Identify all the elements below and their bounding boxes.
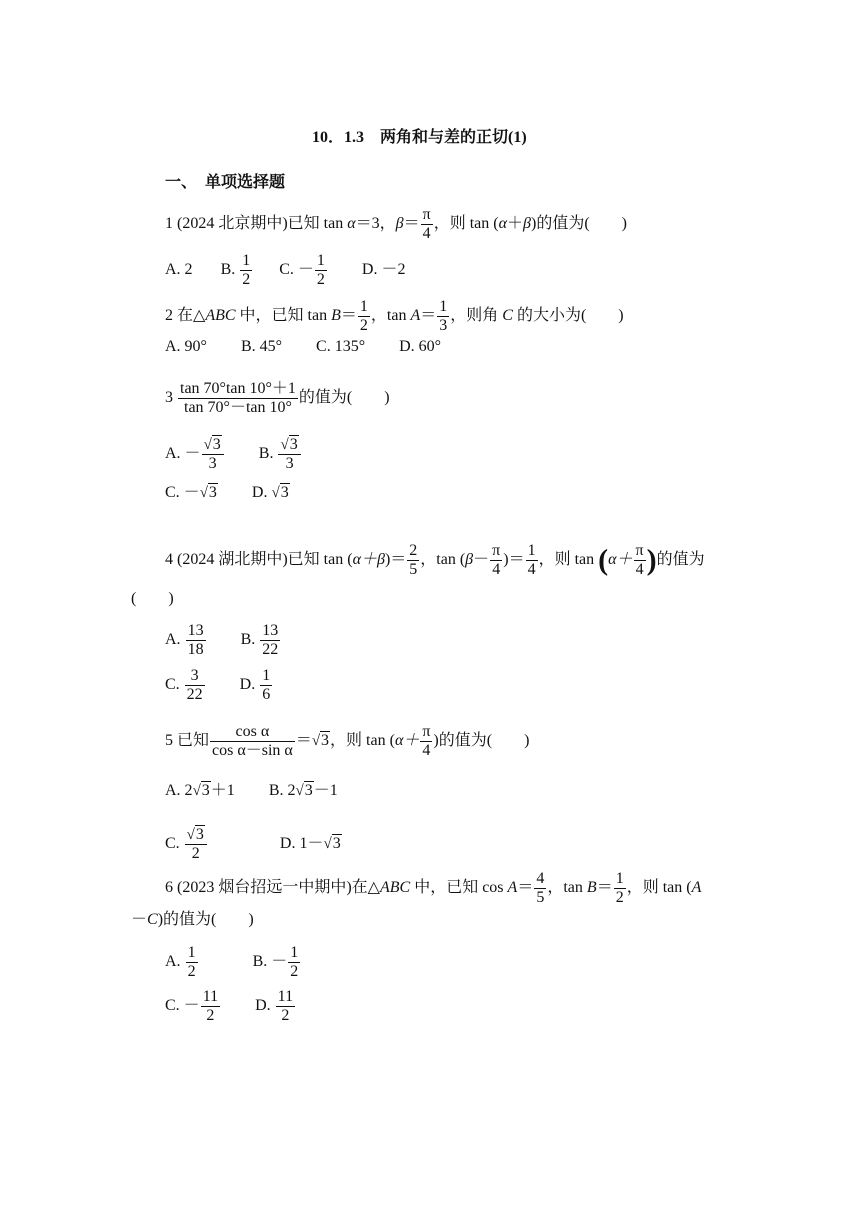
q4-answer-paren: ( ) [131,590,174,607]
q2-options [165,337,441,357]
q1-eq2: ＝ [403,215,420,233]
q5-option-a: A. 2√3＋1 [165,782,235,799]
section-heading: 一、 单项选择题 [165,174,286,191]
page-title: 10．1.3 两角和与差的正切(1) [312,129,527,146]
q2-text: 在△ [177,307,206,325]
q2-option-c: C. 135° [316,338,366,355]
q1-option-a: A. 2 [165,261,193,279]
q6-option-b: B. － $\frac{1}{2}$ [252,944,299,980]
q1-eq: ＝3， [355,215,396,233]
question-1 [165,206,627,243]
q5-option-d: D. 1－√3 [279,835,341,853]
q4-options-row2 [165,667,273,704]
q5-options-row1 [165,781,338,801]
q2-frac-1: $\frac{1}{2}$ [359,298,368,334]
question-2: 2 在△ABC 中，已知 tan B＝ $\frac{1}{2}$ ，tan A＝ $\frac{1}{3}$ ，则角 C 的大小为( ) [165,298,624,334]
q6-source: (2023 烟台招远一中期中) [177,879,352,897]
q3-option-c: C. －√3 [165,484,217,501]
q4-option-c: C. $\frac{3}{22}$ [165,667,203,703]
q6-frac-2: $\frac{1}{2}$ [615,870,624,906]
q1-frac: $\frac{\pi}{4}$ [422,206,431,242]
q6-option-a: A. $\frac{1}{2}$ [165,944,196,980]
question-5: 5 已知 $\frac{\text{cos α}}{\text{cos α－sin α}}$ ＝√3，则 tan (α＋ $\frac{\pi}{4}$ )的值为( ) [165,723,530,759]
q2-abc: ABC [205,307,236,325]
q1-number: 1 [165,215,173,233]
q4-number: 4 [165,551,173,569]
q2-option-b: B. 45° [240,338,283,355]
q6-line-2: －C)的值为( ) [131,911,254,928]
q1-alpha: α [347,215,356,233]
q1-alpha2: α [498,215,508,233]
q4-frac-pi: $\frac{\pi}{4}$ [492,542,501,578]
q2-option-d: D. 60° [399,338,442,355]
q1-beta2: β [523,215,531,233]
q5-frac-pi: $\frac{\pi}{4}$ [422,723,431,759]
q1-options [165,252,405,289]
q1-text: 已知 tan [287,215,348,233]
q4-option-a: A. $\frac{13}{18}$ [165,622,204,658]
q2-number: 2 [165,307,173,325]
q3-frac: $\frac{\tan 70^\circ\tan 10^\circ+1}{\tan 70^\circ-\tan 10^\circ}$ [180,380,296,416]
q1-beta: β [395,215,404,233]
q4-option-b: B. $\frac{13}{22}$ [240,622,279,658]
q1-option-b: B. $\frac{1}{2}$ [220,252,251,288]
q3-options-row2 [165,483,290,503]
q6-number: 6 [165,879,173,897]
q3-option-d: D. √3 [251,484,289,501]
q4-frac-1: $\frac{2}{5}$ [409,542,418,578]
q3-options-row1 [165,436,302,473]
q2-frac-2: $\frac{1}{3}$ [439,298,448,334]
q5-number: 5 [165,732,173,750]
q3-text: 的值为( ) [298,389,390,407]
q5-option-b: B. 2√3－1 [268,782,338,799]
q5-option-c: C. $\frac{√3}{2}$ [165,835,208,852]
q6-option-d: D. $\frac{11}{2}$ [255,988,294,1024]
q4-frac-2: $\frac{1}{4}$ [527,542,536,578]
q6-option-c: C. － $\frac{11}{2}$ [165,988,219,1024]
q1-plus: ＋ [507,215,524,233]
q4-source: (2024 湖北期中) [177,551,288,569]
q3-option-b: B. $\frac{√3}{3}$ [259,445,302,462]
question-6: 6 (2023 烟台招远一中期中)在△ABC 中，已知 cos A＝ $\frac{4}{5}$ ，tan B＝ $\frac{1}{2}$ ，则 tan (A [165,870,702,906]
q6-frac-1: $\frac{4}{5}$ [536,870,545,906]
q6-options-row2 [165,988,296,1025]
q1-source: (2024 北京期中) [177,215,288,233]
q3-option-a: A. － $\frac{√3}{3}$ [165,445,225,462]
q2-option-a: A. 90° [165,338,207,355]
q6-options-row1 [165,944,301,981]
q1-option-d: D. －2 [361,261,406,279]
q1-text-c: )的值为( ) [531,215,627,233]
q5-frac: $\frac{\text{cos α}}{\text{cos α－sin α}}$ [212,723,293,759]
q5-options-row2 [165,826,342,863]
q4-options-row1 [165,622,281,659]
question-3 [165,380,390,417]
question-4: 4 (2024 湖北期中)已知 tan (α＋β)＝ $\frac{2}{5}$ ，tan (β－ $\frac{\pi}{4}$ )＝ $\frac{1}{4}$ ，则 tan (α＋ $\frac{\pi}{4}$ )的值为 [165,542,705,578]
q4-option-d: D. $\frac{1}{6}$ [239,667,271,703]
q1-text-b: ，则 tan ( [433,215,499,233]
q3-number: 3 [165,389,173,407]
q1-option-c: C. － $\frac{1}{2}$ [279,252,325,288]
